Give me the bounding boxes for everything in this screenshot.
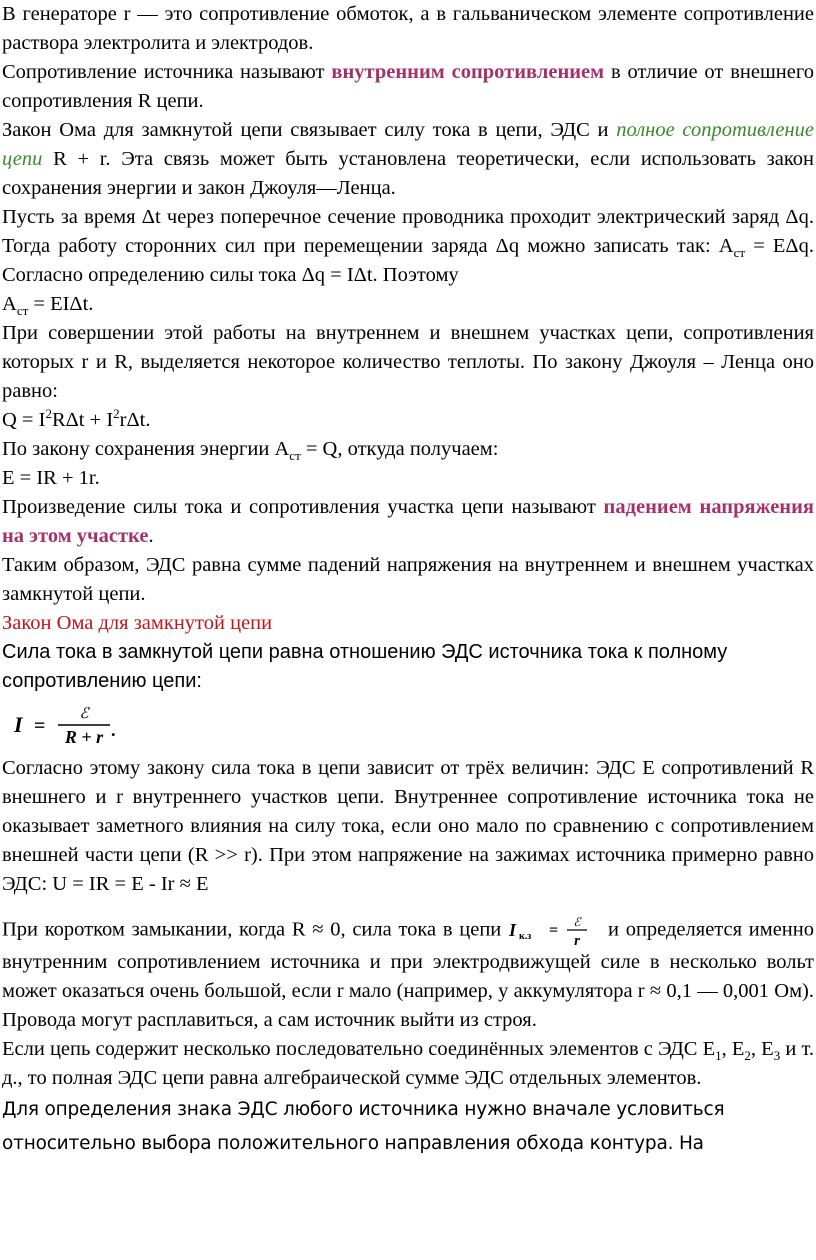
paragraph-emf-sign: Для определения знака ЭДС любого источника нужно вначале условиться относительно выбора положительного направления обхода контура. На xyxy=(2,1099,725,1154)
paragraph-generator-resistance: В генераторе r — это сопротивление обмоток, а в гальваническом элементе сопротивление раствора электролита и электродов. xyxy=(2,3,814,54)
equation-work: $A_{ст} = EI\Delta t$. xyxy=(2,293,94,319)
term-voltage-drop: падением напряжения на этом участке xyxy=(2,496,815,547)
sc-num: ℰ xyxy=(573,915,581,929)
term-internal-resistance: внутренним сопротивлением xyxy=(331,61,605,83)
formula-ohm-law xyxy=(2,696,814,754)
formula-lhs: I xyxy=(14,712,23,737)
term-full-resistance: полное сопротивление цепи xyxy=(2,119,815,170)
formula-numerator: ℰ xyxy=(79,704,89,722)
section-heading: Закон Ома для замкнутой цепи xyxy=(2,612,273,634)
paragraph-energy-conservation: По закону сохранения энергии $A_{ст} = Q$, откуда получаем: xyxy=(2,438,499,464)
paragraph-ohm-law-statement: Сила тока в замкнутой цепи равна отношению ЭДС источника тока к полному сопротивлению цепи: xyxy=(2,641,728,692)
formula-eq: = xyxy=(34,715,46,737)
sc-sub: к.з xyxy=(519,931,532,942)
paragraph-ohm-law-intro: Закон Ома для замкнутой цепи связывает силу тока в цепи, ЭДС и полное сопротивление цепи R + r. Эта связь может быть установлена теоретически, если использовать закон сохранения энергии и закон Джоуля—Ленца. xyxy=(2,119,815,199)
paragraph-emf-sum: Таким образом, ЭДС равна сумме падений напряжения на внутреннем и внешнем участках замкнутой цепи. xyxy=(2,554,814,605)
paragraph-internal-resistance: Сопротивление источника называют внутренним сопротивлением в отличие от внешнего сопротивления R цепи. xyxy=(2,61,814,112)
equation-emf: E = IR + 1r. xyxy=(2,467,100,489)
sc-lhs: I xyxy=(509,920,517,940)
formula-ohm-law-graphic xyxy=(10,700,120,750)
paragraph-charge-work: Пусть за время Δt через поперечное сечение проводника проходит электрический заряд Δq. Тогда работу сторонних сил при перемещении заряда Δq можно записать так: $A_{ст} = E\Delta q$. Согласно определению силы тока Δq = IΔt. Поэтому xyxy=(2,206,814,286)
paragraph-short-circuit: При коротком замыкании, когда R ≈ 0, сила тока в цепи I к.з = ℰ r и определяется именно внутренним сопротивлением источника и при электродвижущей силе в несколько вольт может оказаться очень большой, если r мало (например, у аккумулятора r ≈ 0,1 — 0,001 Ом). Провода могут расплавиться, а сам источник выйти из строя. xyxy=(2,915,814,1031)
paragraph-heat: При совершении этой работы на внутреннем и внешнем участках цепи, сопротивления которых r и R, выделяется некоторое количество теплоты. По закону Джоуля – Ленца оно равно: xyxy=(2,322,814,402)
paragraph-series-emf: Если цепь содержит несколько последовательно соединённых элементов с ЭДС $E_1$, $E_2$, $E_3$ и т. д., то полная ЭДС цепи равна алгебраической сумме ЭДС отдельных элементов. xyxy=(2,1038,814,1089)
formula-period: . xyxy=(111,720,116,740)
paragraph-voltage-drop: Произведение силы тока и сопротивления участка цепи называют падением напряжения на этом участке. xyxy=(2,496,815,547)
sc-eq: = xyxy=(549,922,559,939)
equation-heat: $Q = I^2R\Delta t + I^2r\Delta t$. xyxy=(2,406,151,431)
sc-den: r xyxy=(574,933,581,948)
formula-denominator: R + r xyxy=(64,727,104,747)
formula-short-circuit xyxy=(507,914,595,948)
paragraph-dependence: Согласно этому закону сила тока в цепи зависит от трёх величин: ЭДС E сопротивлений R внешнего и r внутреннего участков цепи. Внутреннее сопротивление источника тока не оказывает заметного влияния на силу тока, если оно мало по сравнению с сопротивлением внешней части цепи (R >> r). При этом напряжение на зажимах источника примерно равно ЭДС: U = IR = E - Ir ≈ E xyxy=(2,757,814,895)
